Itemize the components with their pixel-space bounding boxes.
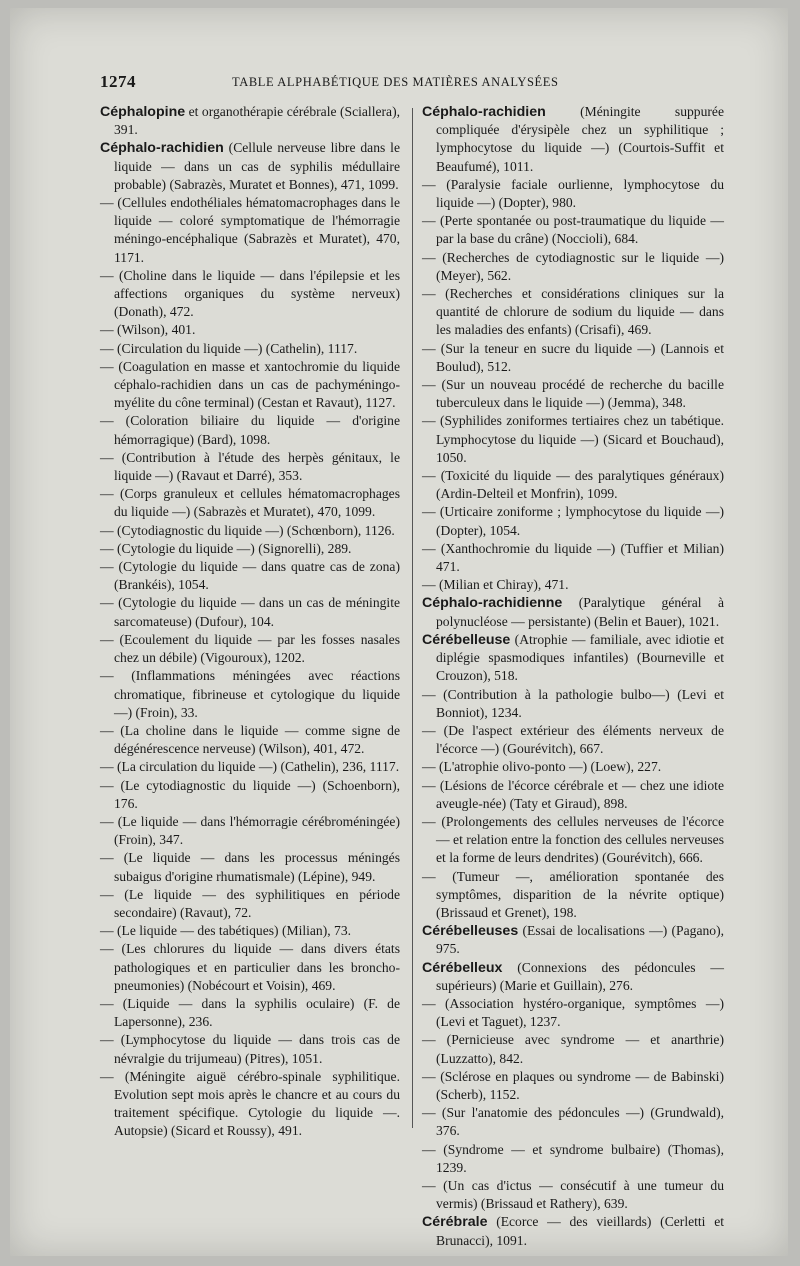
index-entry xyxy=(100,940,400,995)
right-column xyxy=(422,103,724,1250)
index-entry xyxy=(100,485,400,521)
entry-text: — (Recherches de cytodiagnostic sur le liquide —) (Meyer), 562. xyxy=(422,249,724,283)
entry-text: — (Urticaire zoniforme ; lymphocytose du liquide —) (Dopter), 1054. xyxy=(422,504,724,538)
entry-text: — (Un cas d'ictus — consécutif à une tumeur du vermis) (Brissaud et Rathery), 639. xyxy=(422,1177,724,1212)
index-entry xyxy=(100,139,400,194)
running-title: TABLE ALPHABÉTIQUE DES MATIÈRES ANALYSÉES xyxy=(232,75,559,89)
index-entry xyxy=(100,558,400,594)
entry-text: — (Cytodiagnostic du liquide —) (Schœnborn), 1126. xyxy=(100,522,395,538)
entry-headword: Cérébelleuses xyxy=(422,923,519,940)
index-entry xyxy=(100,886,400,922)
index-entry xyxy=(100,321,400,339)
entry-text: — (Les chlorures du liquide — dans divers états pathologiques et en particulier dans les broncho-pneumonies) (Nobécourt et Voisin), 469. xyxy=(100,941,400,993)
entry-headword: Céphalopine xyxy=(100,104,186,120)
index-entry xyxy=(422,376,724,412)
index-entry xyxy=(422,340,724,376)
entry-text: — (Tumeur —, amélioration spontanée des symptômes, disparition de la névrite optique) (Brissaud et Grenet), 198. xyxy=(422,868,724,920)
left-column xyxy=(100,103,400,1141)
entry-text: — (Sur la teneur en sucre du liquide —) (Lannois et Boulud), 512. xyxy=(422,340,724,374)
entry-text: — (Ecoulement du liquide — par les fosses nasales chez un débile) (Vigouroux), 1202. xyxy=(100,631,400,666)
entry-text: — (Cytologie du liquide — dans un cas de méningite sarcomateuse) (Dufour), 104. xyxy=(100,595,400,629)
entry-text: (Méningite suppurée compliquée d'érysipèle chez un syphilitique ; lymphocytose du liquide —) (Courtois-Suffit et Beaufumé), 1011. xyxy=(436,104,724,174)
entry-text: — (Perte spontanée ou post-traumatique du liquide — par la base du crâne) (Noccioli), 684. xyxy=(422,213,724,247)
index-entry xyxy=(422,594,724,630)
index-entry xyxy=(422,922,724,958)
page-header xyxy=(100,72,720,96)
entry-text: — (Le liquide — des tabétiques) (Milian), 73. xyxy=(100,923,352,939)
index-entry xyxy=(422,540,724,576)
index-entry xyxy=(422,995,724,1031)
index-entry xyxy=(100,594,400,630)
entry-text: — (Cytologie du liquide — dans quatre cas de zona) (Brankéis), 1054. xyxy=(100,559,400,593)
entry-headword: Cérébelleuse xyxy=(422,631,511,648)
entry-text: — (Liquide — dans la syphilis oculaire) (F. de Lapersonne), 236. xyxy=(100,995,400,1030)
index-entry xyxy=(100,667,400,722)
index-entry xyxy=(422,1068,724,1104)
entry-text: — (Cellules endothéliales hématomacrophages dans le liquide — coloré symptomatique de l'hémorragie méningo-encéphalique (Sabrazès et Muratet), 470, 1171. xyxy=(100,195,400,265)
entry-text: — (Coloration biliaire du liquide — d'origine hémorragique) (Bard), 1098. xyxy=(100,413,400,447)
entry-text: — (La circulation du liquide —) (Cathelin), 236, 1117. xyxy=(100,759,400,775)
index-entry xyxy=(100,1031,400,1067)
entry-text: — (La choline dans le liquide — comme signe de dégénérescence nerveuse) (Wilson), 401, 472. xyxy=(100,722,400,757)
entry-text: — (Milian et Chiray), 471. xyxy=(422,577,569,593)
index-entry xyxy=(422,249,724,285)
entry-text: (Cellule nerveuse libre dans le liquide — dans un cas de syphilis médullaire probable) (Sabrazès, Muratet et Bonnes), 471, 1099. xyxy=(114,140,400,192)
index-entry xyxy=(100,412,400,448)
index-entry xyxy=(100,777,400,813)
entry-text: — (Syphilides zoniformes tertiaires chez un tabétique. Lymphocytose du liquide —) (Sicard et Bouchaud), 1050. xyxy=(422,413,724,465)
entry-text: — (Xanthochromie du liquide —) (Tuffier et Milian) 471. xyxy=(422,540,724,575)
entry-text: — (Le liquide — dans l'hémorragie cérébroméningée) (Froin), 347. xyxy=(100,813,400,848)
index-entry xyxy=(422,758,724,776)
index-entry xyxy=(422,576,724,594)
index-entry xyxy=(422,959,724,995)
entry-text: — (Sclérose en plaques ou syndrome — de Babinski) (Scherb), 1152. xyxy=(422,1068,724,1102)
index-entry xyxy=(422,868,724,923)
entry-text: — (Sur l'anatomie des pédoncules —) (Grundwald), 376. xyxy=(422,1105,724,1139)
index-entry xyxy=(100,522,400,540)
entry-text: — (Contribution à la pathologie bulbo—) (Levi et Bonniot), 1234. xyxy=(422,686,724,720)
entry-text: — (Contribution à l'étude des herpès génitaux, le liquide —) (Ravaut et Darré), 353. xyxy=(100,449,400,484)
index-entry xyxy=(100,722,400,758)
index-entry xyxy=(422,722,724,758)
entry-text: — (De l'aspect extérieur des éléments nerveux de l'écorce —) (Gourévitch), 667. xyxy=(422,722,724,757)
index-entry xyxy=(422,1104,724,1140)
entry-text: (Connexions des pédoncules — supérieurs) (Marie et Guillain), 276. xyxy=(436,959,724,993)
entry-text: — (Coagulation en masse et xantochromie du liquide céphalo-rachidien dans un cas de pachyméningo-myélite du cône terminal) (Cestan et Ravaut), 1127. xyxy=(100,358,400,411)
index-entry xyxy=(100,758,400,776)
column-divider xyxy=(412,108,413,1128)
entry-text: — (Cytologie du liquide —) (Signorelli), 289. xyxy=(100,540,352,556)
index-entry xyxy=(422,1177,724,1213)
page-number: 1274 xyxy=(100,72,136,91)
index-entry xyxy=(422,1141,724,1177)
entry-text: — (Corps granuleux et cellules hématomacrophages du liquide —) (Sabrazès et Muratet), 470, 1099. xyxy=(100,486,400,520)
index-entry xyxy=(100,267,400,322)
index-entry xyxy=(422,412,724,467)
index-entry xyxy=(100,995,400,1031)
index-entry xyxy=(100,358,400,413)
entry-text: — (Inflammations méningées avec réactions chromatique, fibrineuse et cytologique du liquide —) (Froin), 33. xyxy=(100,668,400,720)
index-entry xyxy=(422,1213,724,1249)
entry-text: — (Sur un nouveau procédé de recherche du bacille tuberculeux dans le liquide —) (Jemma), 348. xyxy=(422,377,724,411)
entry-headword: Cérébrale xyxy=(422,1214,488,1231)
index-entry xyxy=(100,1068,400,1141)
index-entry xyxy=(100,194,400,267)
entry-headword: Céphalo-rachidien xyxy=(422,104,546,120)
index-entry xyxy=(100,631,400,667)
entry-headword: Céphalo-rachidienne xyxy=(422,595,563,612)
index-entry xyxy=(422,467,724,503)
entry-text: (Ecorce — des vieillards) (Cerletti et Brunacci), 1091. xyxy=(436,1214,724,1248)
entry-text: — (Lymphocytose du liquide — dans trois cas de névralgie du trijumeau) (Pitres), 1051. xyxy=(100,1032,400,1066)
entry-text: — (Le liquide — dans les processus méningés subaigus d'origine rhumatismale) (Lépine), 949. xyxy=(100,850,400,884)
index-entry xyxy=(422,103,724,176)
entry-text: (Essai de localisations —) (Pagano), 975. xyxy=(436,923,724,957)
index-entry xyxy=(422,503,724,539)
entry-text: — (Toxicité du liquide — des paralytiques généraux) (Ardin-Delteil et Monfrin), 1099. xyxy=(422,468,724,502)
index-entry xyxy=(100,103,400,139)
index-entry xyxy=(422,285,724,340)
index-entry xyxy=(100,849,400,885)
index-entry xyxy=(100,540,400,558)
index-entry xyxy=(422,1031,724,1067)
index-entry xyxy=(422,176,724,212)
entry-text: — (Pernicieuse avec syndrome — et anarthrie) (Luzzatto), 842. xyxy=(422,1032,724,1066)
entry-text: — (Le liquide — des syphilitiques en période secondaire) (Ravaut), 72. xyxy=(100,886,400,920)
entry-text: — (L'atrophie olivo-ponto —) (Loew), 227. xyxy=(422,759,662,775)
index-entry xyxy=(100,340,400,358)
index-entry xyxy=(100,813,400,849)
entry-text: — (Lésions de l'écorce cérébrale et — chez une idiote aveugle-née) (Taty et Giraud), 898. xyxy=(422,777,724,811)
entry-text: (Paralytique général à polynucléose — persistante) (Belin et Bauer), 1021. xyxy=(436,595,724,629)
index-entry xyxy=(422,212,724,248)
entry-text: (Atrophie — familiale, avec idiotie et diplégie spasmodiques infantiles) (Bourneville et Crouzon), 518. xyxy=(436,631,724,684)
entry-text: — (Circulation du liquide —) (Cathelin), 1117. xyxy=(100,340,358,356)
index-entry xyxy=(422,813,724,868)
entry-text: — (Recherches et considérations cliniques sur la quantité de chlorure de sodium du liquide — dans les maladies des enfants) (Crisafi), 469. xyxy=(422,286,724,338)
entry-text: — (Le cytodiagnostic du liquide —) (Schoenborn), 176. xyxy=(100,777,400,811)
index-entry xyxy=(422,777,724,813)
entry-text: — (Syndrome — et syndrome bulbaire) (Thomas), 1239. xyxy=(422,1141,724,1175)
entry-headword: Cérébelleux xyxy=(422,959,503,976)
entry-text: — (Méningite aiguë cérébro-spinale syphilitique. Evolution sept mois après le chancre et au cours du traitement spécifique. Cytologie du liquide —. Autopsie) (Sicard et Roussy), 491. xyxy=(100,1068,400,1139)
entry-text: — (Wilson), 401. xyxy=(100,322,196,338)
entry-text: — (Choline dans le liquide — dans l'épilepsie et les affections organiques du système nerveux) (Donath), 472. xyxy=(100,267,400,320)
entry-text: — (Paralysie faciale ourlienne, lymphocytose du liquide —) (Dopter), 980. xyxy=(422,176,724,211)
index-entry xyxy=(100,449,400,485)
index-entry xyxy=(100,922,400,940)
entry-text: et organothérapie cérébrale (Sciallera), 391. xyxy=(114,104,400,138)
entry-text: — (Prolongements des cellules nerveuses de l'écorce — et relation entre la fonction des cellules nerveuses et la forme de leurs dendrites) (Gourévitch), 666. xyxy=(422,813,724,866)
index-entry xyxy=(422,686,724,722)
entry-headword: Céphalo-rachidien xyxy=(100,140,224,157)
entry-text: — (Association hystéro-organique, symptômes —) (Levi et Taguet), 1237. xyxy=(422,995,724,1030)
index-entry xyxy=(422,631,724,686)
